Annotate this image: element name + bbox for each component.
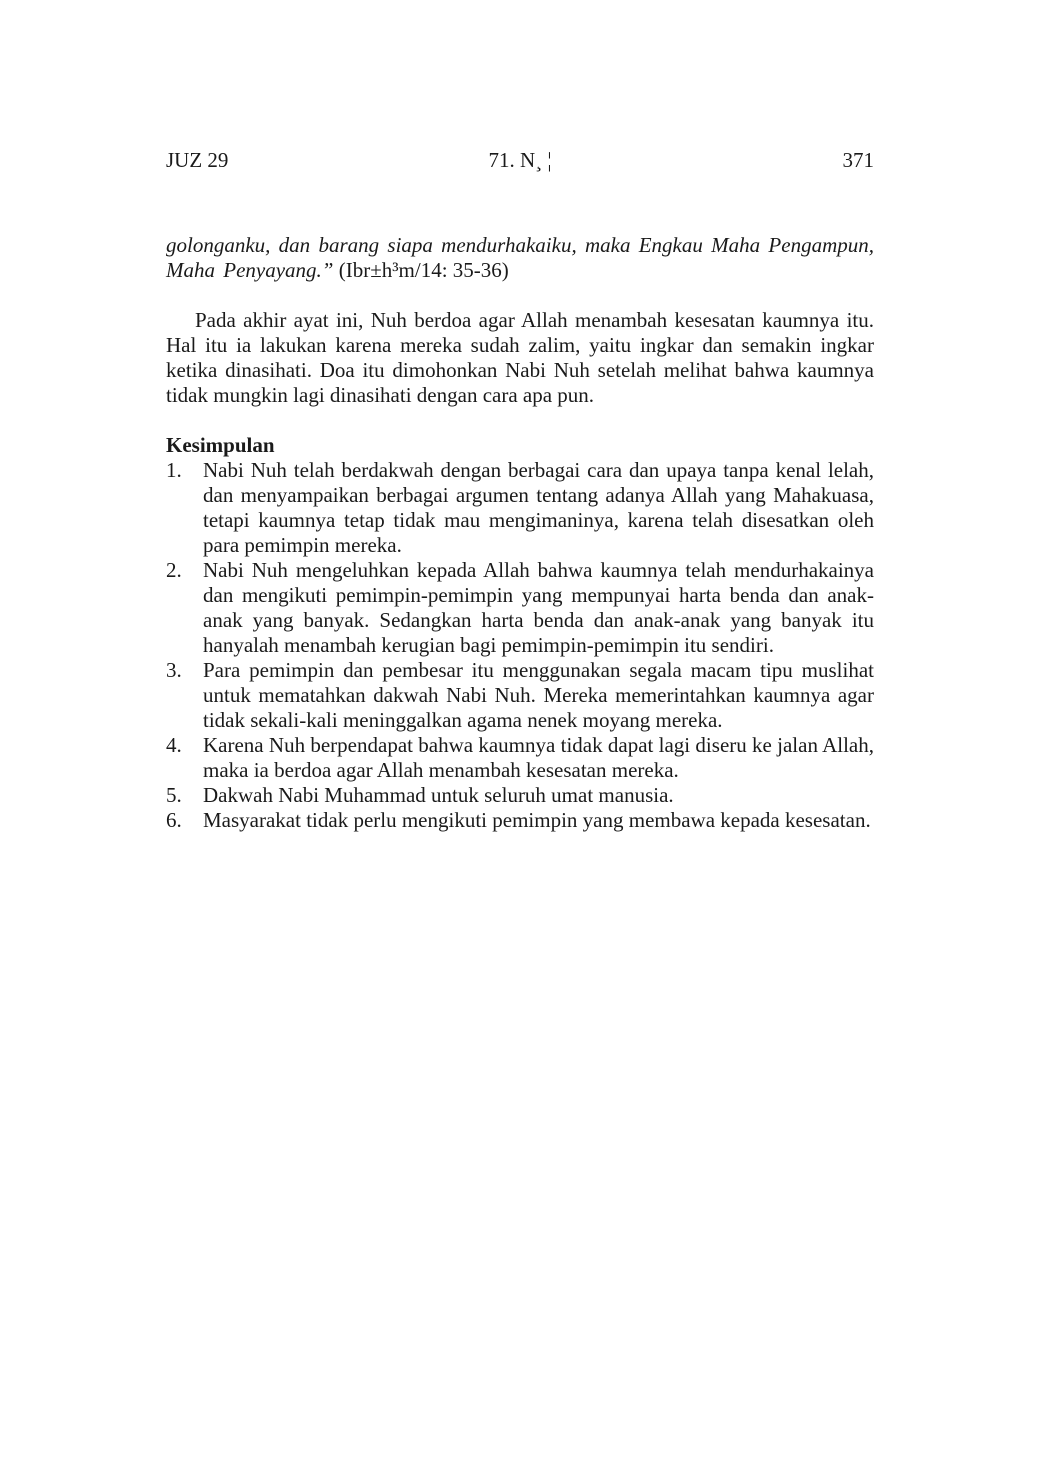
list-item [166, 558, 874, 658]
list-item-text: Masyarakat tidak perlu mengikuti pemimpin yang membawa kepada kesesatan. [203, 808, 871, 832]
quote-text: golonganku, dan barang siapa mendurhakaiku, maka Engkau Maha Pengampun, Maha Penyayang.” [166, 233, 874, 282]
list-item-number: 1. [166, 458, 182, 482]
list-item [166, 733, 874, 783]
list-item [166, 808, 874, 833]
running-header [166, 145, 874, 175]
list-item-number: 5. [166, 783, 182, 807]
conclusion-list [166, 458, 874, 833]
list-item-number: 4. [166, 733, 182, 757]
list-item-text: Nabi Nuh mengeluhkan kepada Allah bahwa kaumnya telah mendurhakainya dan mengikuti pemimpin-pemimpin yang mempunyai harta benda dan anak-anak yang banyak. Sedangkan harta benda dan anak-anak yang banyak itu hanyalah menambah kerugian bagi pemimpin-pemimpin itu sendiri. [203, 558, 874, 657]
list-item-text: Karena Nuh berpendapat bahwa kaumnya tidak dapat lagi diseru ke jalan Allah, maka ia berdoa agar Allah menambah kesesatan mereka. [203, 733, 874, 782]
list-item [166, 783, 874, 808]
section-heading: Kesimpulan [166, 433, 275, 457]
list-item-text: Dakwah Nabi Muhammad untuk seluruh umat manusia. [203, 783, 674, 807]
list-item-text: Para pemimpin dan pembesar itu menggunakan segala macam tipu muslihat untuk mematahkan dakwah Nabi Nuh. Mereka memerintahkan kaumnya agar tidak sekali-kali meninggalkan agama nenek moyang mereka. [203, 658, 874, 732]
list-item [166, 658, 874, 733]
page-body [166, 233, 874, 833]
list-item-number: 2. [166, 558, 182, 582]
page-number: 371 [842, 148, 874, 172]
quote-block [166, 233, 874, 283]
juz-label: JUZ 29 [166, 148, 229, 172]
surah-title: 71. N¸ ¦ [488, 148, 552, 172]
list-item [166, 458, 874, 558]
list-item-text: Nabi Nuh telah berdakwah dengan berbagai cara dan upaya tanpa kenal lelah, dan menyampaikan berbagai argumen tentang adanya Allah yang Mahakuasa, tetapi kaumnya tetap tidak mau mengimaninya, karena telah disesatkan oleh para pemimpin mereka. [203, 458, 874, 557]
body-paragraph: Pada akhir ayat ini, Nuh berdoa agar Allah menambah kesesatan kaumnya itu. Hal itu ia lakukan karena mereka sudah zalim, yaitu ingkar dan semakin ingkar ketika dinasihati. Doa itu dimohonkan Nabi Nuh setelah melihat bahwa kaumnya tidak mungkin lagi dinasihati dengan cara apa pun. [166, 308, 874, 407]
quote-reference: (Ibr±h³m/14: 35-36) [333, 258, 509, 282]
list-item-number: 3. [166, 658, 182, 682]
list-item-number: 6. [166, 808, 182, 832]
